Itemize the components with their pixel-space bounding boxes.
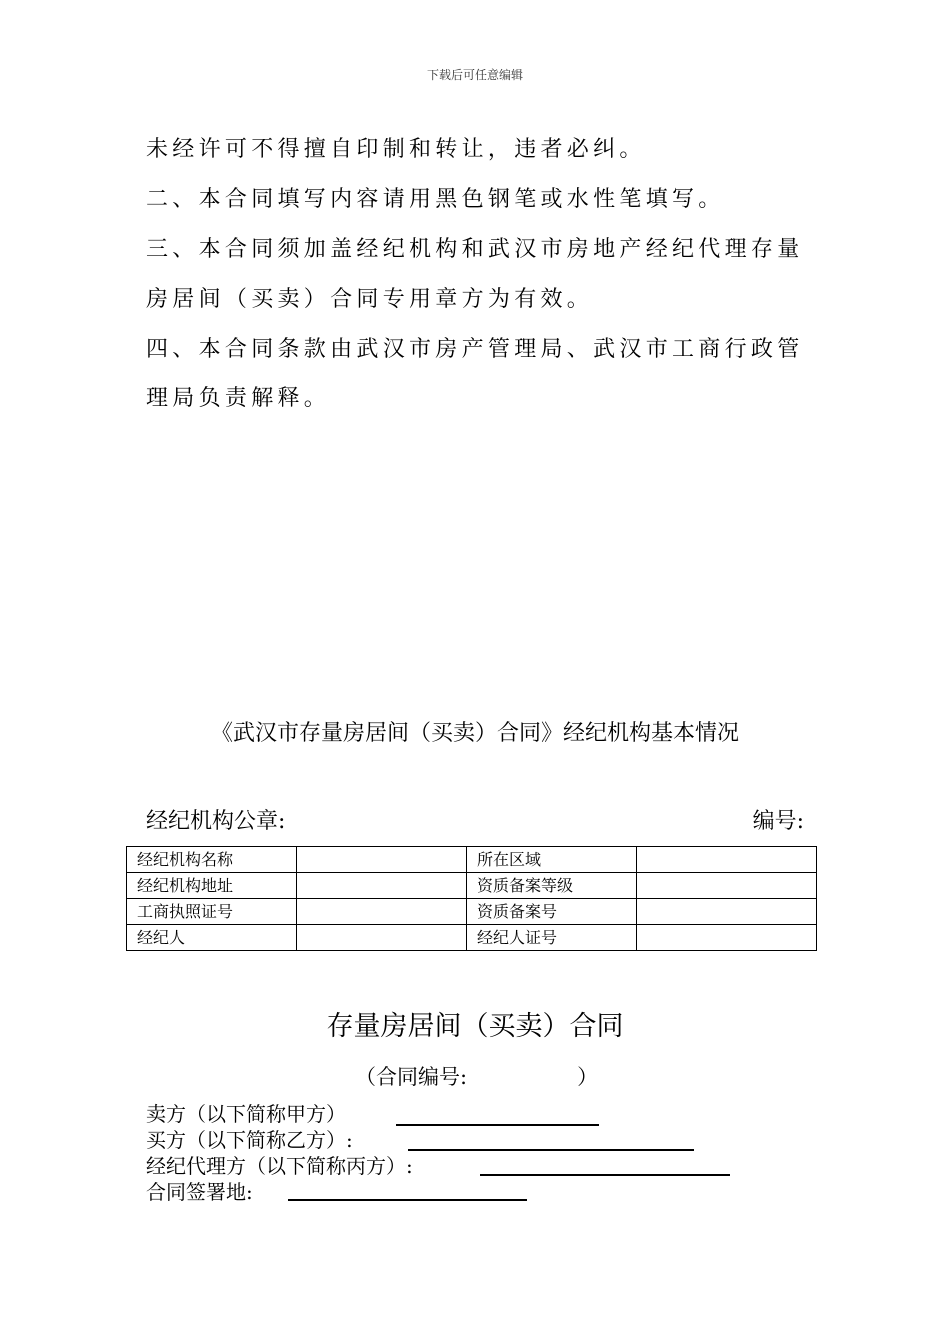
table-row [127,873,817,899]
table-value-field[interactable] [637,847,817,873]
note-line-3: 三、本合同须加盖经纪机构和武汉市房地产经纪代理存量 [146,237,804,262]
buyer-label: 买方（以下简称乙方）: [146,1128,353,1152]
seller-label: 卖方（以下简称甲方） [146,1102,346,1126]
buyer-blank-line[interactable] [408,1149,694,1151]
table-label: 经纪机构地址 [127,873,297,899]
seal-label: 经纪机构公章: [146,809,286,834]
table-value-field[interactable] [297,899,467,925]
header-note: 下载后可任意编辑 [426,68,523,82]
table-label: 资质备案号 [467,899,637,925]
agency-info-table [126,846,817,951]
note-line-2: 二、本合同填写内容请用黑色钢笔或水性笔填写。 [146,187,725,212]
table-label: 所在区域 [467,847,637,873]
table-label: 经纪人 [127,925,297,951]
seller-blank-line[interactable] [396,1124,599,1126]
contract-number [355,1062,598,1092]
table-row [127,847,817,873]
note-line-1: 未经许可不得擅自印制和转让，违者必纠。 [146,137,646,162]
signing-place-blank-line[interactable] [288,1199,527,1201]
table-value-field[interactable] [297,873,467,899]
table-value-field[interactable] [637,925,817,951]
table-label: 经纪人证号 [467,925,637,951]
table-value-field[interactable] [637,873,817,899]
table-row [127,899,817,925]
seal-row [146,806,804,838]
table-label: 工商执照证号 [127,899,297,925]
table-value-field[interactable] [297,847,467,873]
table-value-field[interactable] [637,899,817,925]
number-label: 编号: [752,809,804,834]
table-label: 经纪机构名称 [127,847,297,873]
contract-title: 存量房居间（买卖）合同 [326,1011,624,1042]
contract-number-close: ） [577,1065,599,1089]
note-line-5: 四、本合同条款由武汉市房产管理局、武汉市工商行政管 [146,337,804,362]
table-row [127,925,817,951]
table-label: 资质备案等级 [467,873,637,899]
note-line-4: 房居间（买卖）合同专用章方为有效。 [146,287,594,312]
signing-place-label: 合同签署地: [146,1180,253,1204]
note-line-6: 理局负责解释。 [146,386,331,411]
agent-label: 经纪代理方（以下简称丙方）: [146,1154,413,1178]
agent-blank-line[interactable] [480,1174,730,1176]
table-value-field[interactable] [297,925,467,951]
agency-section-title: 《武汉市存量房居间（买卖）合同》经纪机构基本情况 [210,721,739,746]
contract-number-open: （合同编号: [355,1065,468,1089]
